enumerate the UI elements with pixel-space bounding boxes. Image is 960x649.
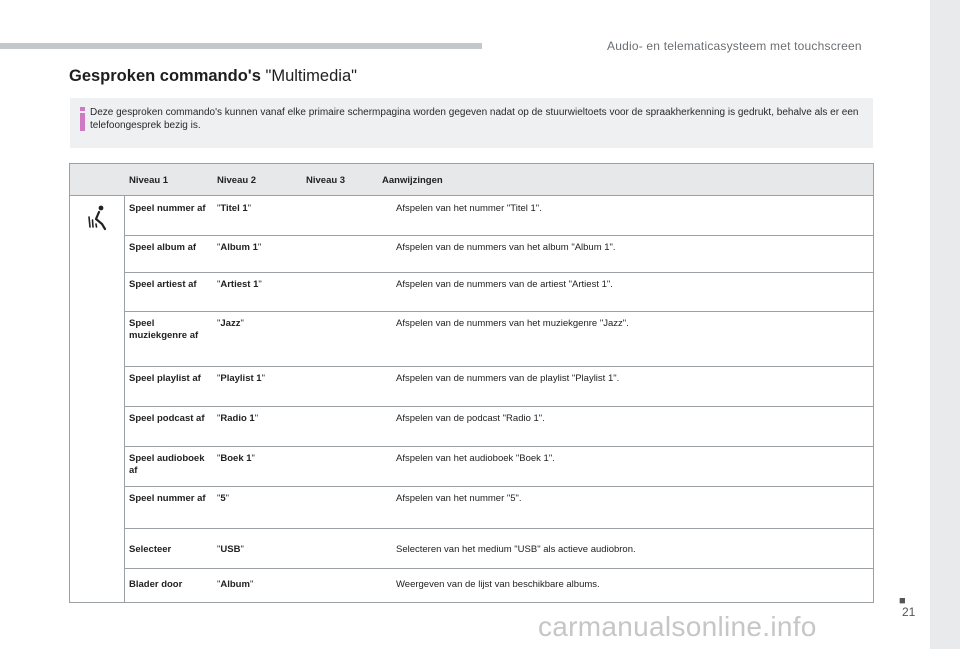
table-row — [125, 487, 873, 529]
level-2-cell: "Jazz" — [217, 318, 244, 329]
notes-cell: Afspelen van het audioboek "Boek 1". — [396, 453, 555, 464]
level-1-cell: Selecteer — [129, 544, 172, 555]
table-row — [125, 569, 873, 602]
level-2-cell: "Boek 1" — [217, 453, 255, 464]
level-2-cell: "Album 1" — [217, 242, 262, 253]
header-level-1: Niveau 1 — [129, 175, 169, 186]
level-2-cell: "Radio 1" — [217, 413, 259, 424]
info-icon — [78, 107, 88, 131]
table-row — [125, 447, 873, 487]
level-2-cell: "5" — [217, 493, 230, 504]
header-level-3: Niveau 3 — [306, 175, 346, 186]
table-row — [125, 312, 873, 367]
level-1-cell: Speel album af — [129, 242, 197, 253]
level-1-cell: Speel nummer af — [129, 493, 206, 504]
voice-command-icon — [86, 205, 110, 231]
page-marker: ■ — [899, 595, 906, 607]
top-rule — [0, 43, 482, 49]
icon-column — [70, 196, 125, 602]
notes-cell: Afspelen van de nummers van de playlist "Playlist 1". — [396, 373, 620, 384]
notes-cell: Afspelen van het nummer "Titel 1". — [396, 203, 542, 214]
table-row — [125, 197, 873, 236]
voice-command-table — [69, 163, 874, 603]
notes-cell: Selecteren van het medium "USB" als actieve audiobron. — [396, 544, 636, 555]
info-note-text: Deze gesproken commando's kunnen vanaf elke primaire schermpagina worden gegeven nadat op de stuurwieltoets voor de spraakherkenning is gedrukt, behalve als er een telefoongesprek bezig is. — [90, 107, 859, 131]
level-1-cell: Speel artiest af — [129, 279, 197, 290]
notes-cell: Afspelen van de nummers van de artiest "Artiest 1". — [396, 279, 613, 290]
table-header — [70, 164, 873, 196]
watermark: carmanualsonline.info — [538, 611, 817, 642]
level-1-cell: Speel audioboek af — [129, 453, 205, 476]
notes-cell: Afspelen van de nummers van het muziekgenre "Jazz". — [396, 318, 629, 329]
level-2-cell: "Titel 1" — [217, 203, 252, 214]
table-row — [125, 407, 873, 447]
table-row — [125, 273, 873, 312]
page-title-main: Gesproken commando's — [69, 67, 266, 85]
page-edge-strip — [930, 0, 960, 649]
level-1-cell: Speel podcast af — [129, 413, 205, 424]
table-row — [125, 529, 873, 569]
level-2-cell: "Playlist 1" — [217, 373, 265, 384]
notes-cell: Afspelen van de nummers van het album "Album 1". — [396, 242, 616, 253]
table-row — [125, 236, 873, 273]
level-1-cell: Speel playlist af — [129, 373, 201, 384]
info-note — [70, 98, 873, 148]
level-2-cell: "Album" — [217, 579, 254, 590]
notes-cell: Afspelen van de podcast "Radio 1". — [396, 413, 545, 424]
table-row — [125, 367, 873, 407]
level-2-cell: "Artiest 1" — [217, 279, 262, 290]
page-title — [69, 67, 357, 86]
level-1-cell: Speel nummer af — [129, 203, 206, 214]
page-title-quoted: "Multimedia" — [265, 67, 357, 85]
notes-cell: Weergeven van de lijst van beschikbare albums. — [396, 579, 600, 590]
level-1-cell: Speel muziekgenre af — [129, 318, 199, 341]
notes-cell: Afspelen van het nummer "5". — [396, 493, 522, 504]
page-number: 21 — [902, 605, 916, 619]
level-2-cell: "USB" — [217, 544, 244, 555]
level-1-cell: Blader door — [129, 579, 183, 590]
header-level-2: Niveau 2 — [217, 175, 257, 186]
header-notes: Aanwijzingen — [382, 175, 443, 186]
section-title: Audio- en telematicasysteem met touchscreen — [607, 39, 862, 53]
